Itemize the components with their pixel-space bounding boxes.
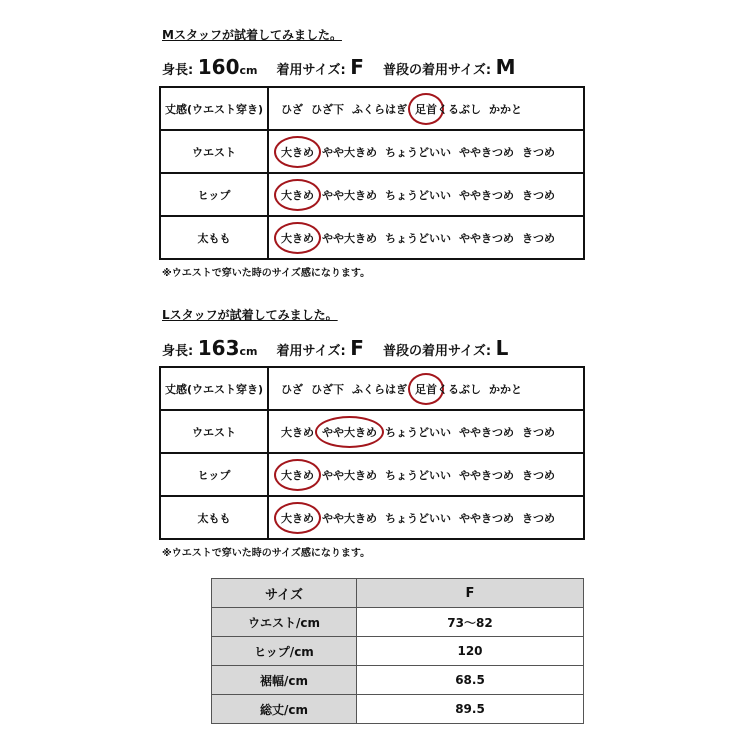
size-row-value: 68.5 (357, 666, 584, 695)
fit-option: ちょうどいい (385, 145, 451, 159)
fit-option: かかと (489, 102, 522, 116)
l-staff-note: ※ウエストで穿いた時のサイズ感になります。 (162, 548, 371, 559)
fit-option: ややきつめ (459, 188, 514, 202)
fit-option: ふくらはぎ (352, 382, 407, 396)
fit-option: ややきつめ (459, 468, 514, 482)
fit-option: きつめ (522, 145, 555, 159)
fit-options (268, 173, 584, 216)
fit-option: やや大きめ (322, 188, 377, 202)
fit-option: ふくらはぎ (352, 102, 407, 116)
fit-option: やや大きめ (322, 468, 377, 482)
fit-option: ちょうどいい (385, 511, 451, 525)
m-staff-title: Mスタッフが試着してみました。 (162, 28, 342, 42)
size-row-value: 89.5 (357, 695, 584, 724)
fit-row-thigh (160, 496, 584, 539)
fit-option: ちょうどいい (385, 425, 451, 439)
fit-option: ややきつめ (459, 511, 514, 525)
fit-option: ややきつめ (459, 231, 514, 245)
fit-options (268, 496, 584, 539)
size-row-label: ヒップ/cm (212, 637, 357, 666)
fit-row-thigh (160, 216, 584, 259)
fit-row-label: 太もも (160, 216, 268, 259)
fit-row-label: 丈感(ウエスト穿き) (160, 87, 268, 130)
fit-option: きつめ (522, 188, 555, 202)
fit-option: やや大きめ (322, 145, 377, 159)
usual-size-value: L (495, 336, 509, 360)
fit-option: きつめ (522, 231, 555, 245)
fit-option: ちょうどいい (385, 188, 451, 202)
fit-option: ややきつめ (459, 425, 514, 439)
size-row-waist (212, 608, 584, 637)
fit-option: ちょうどいい (385, 468, 451, 482)
height-label: 身長: (162, 63, 194, 78)
fit-row-label: 太もも (160, 496, 268, 539)
usual-size-label: 普段の着用サイズ: (382, 344, 492, 359)
fit-options (268, 410, 584, 453)
m-staff-stats (162, 55, 516, 79)
size-row-label: 裾幅/cm (212, 666, 357, 695)
fit-option: やや大きめ (322, 231, 377, 245)
size-value: F (350, 336, 364, 360)
l-staff-fit-table (159, 366, 585, 540)
fit-options (268, 216, 584, 259)
fit-row-waist (160, 130, 584, 173)
size-row-value: 120 (357, 637, 584, 666)
size-header-label: サイズ (212, 579, 357, 608)
fit-row-label: ウエスト (160, 410, 268, 453)
fit-options (268, 130, 584, 173)
fit-option: ひざ (281, 102, 303, 116)
size-label: 着用サイズ: (276, 63, 346, 78)
fit-option: ひざ下 (311, 382, 344, 396)
fit-option-selected: 大きめ (281, 231, 314, 245)
m-staff-note: ※ウエストで穿いた時のサイズ感になります。 (162, 268, 371, 279)
fit-option: かかと (489, 382, 522, 396)
fit-option: ひざ (281, 382, 303, 396)
fit-row-label: ヒップ (160, 173, 268, 216)
fit-option: やや大きめ (322, 511, 377, 525)
fit-options (268, 453, 584, 496)
size-row-hem-width (212, 666, 584, 695)
fit-option: ちょうどいい (385, 231, 451, 245)
fit-row-hip (160, 453, 584, 496)
fit-option-selected: 足首 (415, 102, 437, 116)
fit-option: きつめ (522, 425, 555, 439)
height-unit: cm (239, 64, 258, 77)
fit-option: くるぶし (437, 102, 481, 116)
size-row-label: 総丈/cm (212, 695, 357, 724)
size-table-header (212, 579, 584, 608)
fit-row-hip (160, 173, 584, 216)
height-unit: cm (239, 345, 258, 358)
usual-size-value: M (495, 55, 516, 79)
size-label: 着用サイズ: (276, 344, 346, 359)
height-value: 160 (197, 55, 240, 79)
fit-row-label: ヒップ (160, 453, 268, 496)
height-value: 163 (197, 336, 240, 360)
fit-option: きつめ (522, 511, 555, 525)
fit-row-waist (160, 410, 584, 453)
fit-option-selected: やや大きめ (322, 425, 377, 439)
size-row-total-length (212, 695, 584, 724)
fit-options (268, 87, 584, 130)
fit-option: ややきつめ (459, 145, 514, 159)
fit-row-length (160, 87, 584, 130)
usual-size-label: 普段の着用サイズ: (382, 63, 492, 78)
fit-option: くるぶし (437, 382, 481, 396)
fit-option-selected: 大きめ (281, 468, 314, 482)
fit-option-selected: 足首 (415, 382, 437, 396)
size-row-label: ウエスト/cm (212, 608, 357, 637)
fit-option-selected: 大きめ (281, 145, 314, 159)
size-row-hip (212, 637, 584, 666)
fit-option: ひざ下 (311, 102, 344, 116)
size-header-value: F (357, 579, 584, 608)
size-value: F (350, 55, 364, 79)
size-row-value: 73〜82 (357, 608, 584, 637)
fit-row-length (160, 367, 584, 410)
l-staff-stats (162, 336, 508, 360)
fit-option-selected: 大きめ (281, 511, 314, 525)
fit-row-label: 丈感(ウエスト穿き) (160, 367, 268, 410)
fit-option: きつめ (522, 468, 555, 482)
size-table (211, 578, 584, 724)
height-label: 身長: (162, 344, 194, 359)
fit-option-selected: 大きめ (281, 188, 314, 202)
fit-options (268, 367, 584, 410)
fit-option: 大きめ (281, 425, 314, 439)
fit-row-label: ウエスト (160, 130, 268, 173)
m-staff-fit-table (159, 86, 585, 260)
l-staff-title: Lスタッフが試着してみました。 (162, 308, 338, 322)
